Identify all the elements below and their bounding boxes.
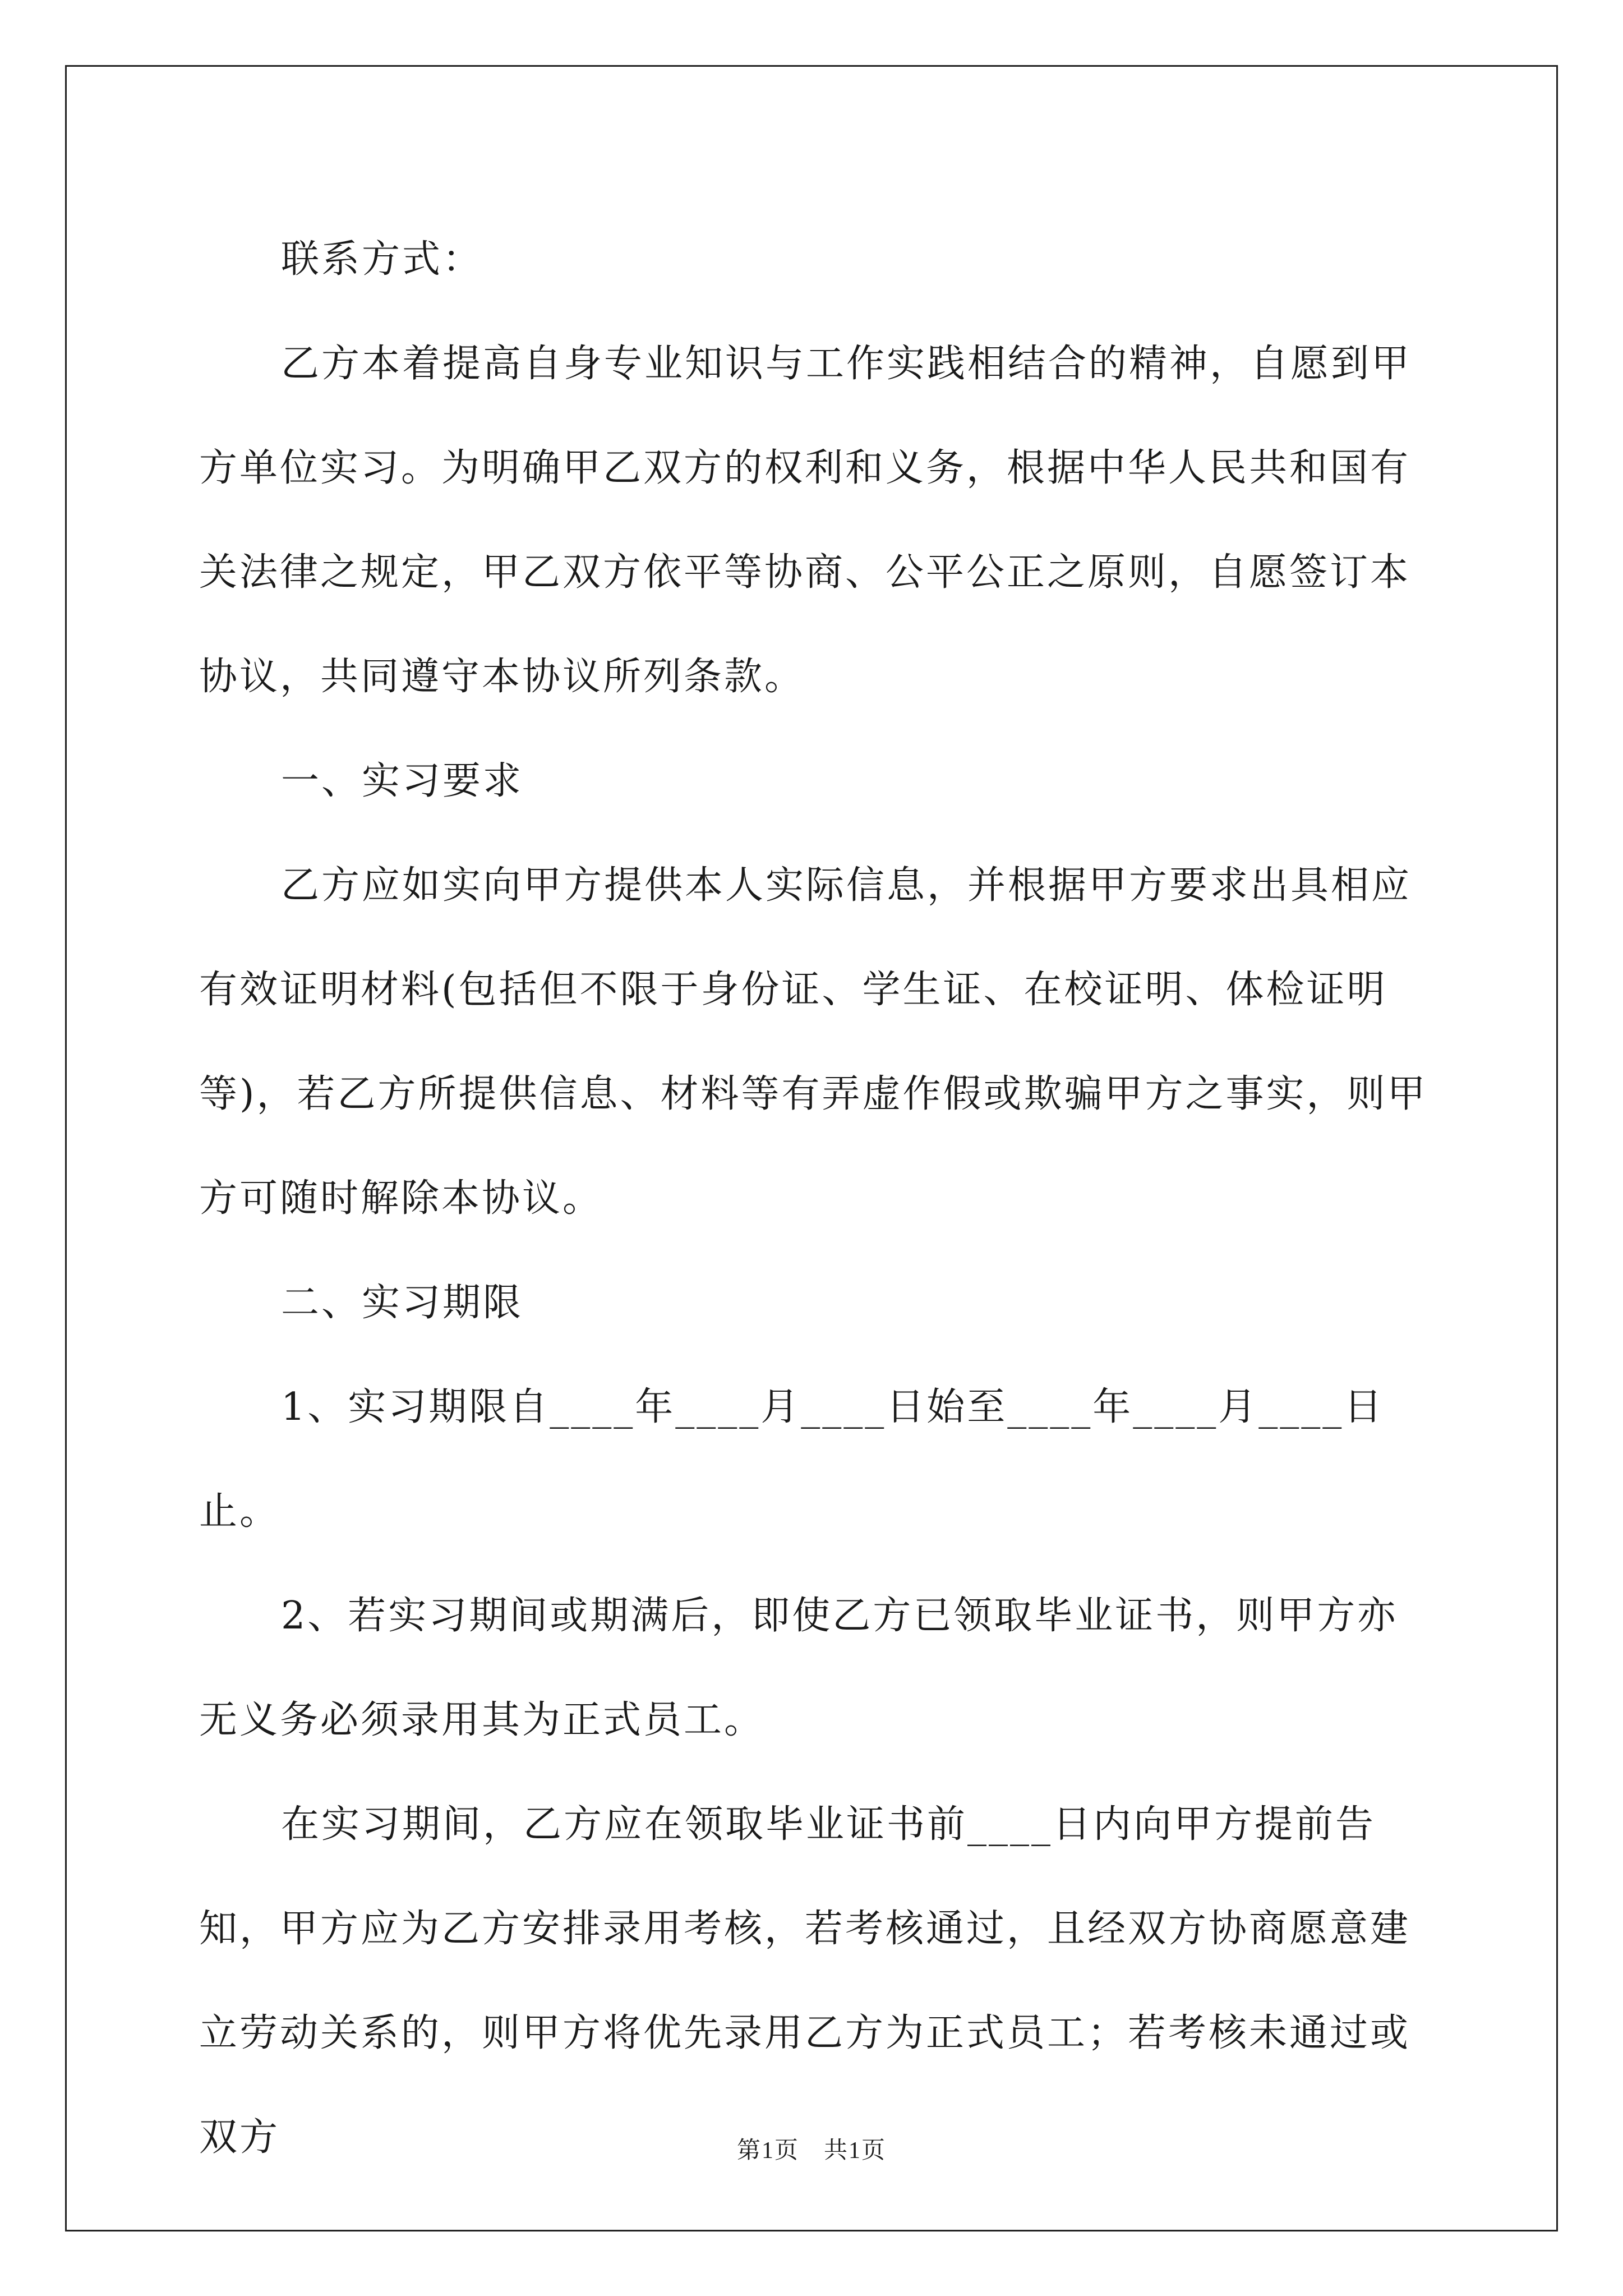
page-number: 第1页 共1页 (736, 2138, 886, 2164)
paragraph-contact: 联系方式： (281, 237, 483, 282)
paragraph-term-1: 1、实习期限自____年____月____日始至____年____月____日止。 (199, 1385, 1385, 1534)
paragraph-intro: 乙方本着提高自身专业知识与工作实践相结合的精神，自愿到甲方单位实习。为明确甲乙双方的权利和义务，根据中华人民共和国有关法律之规定，甲乙双方依平等协商、公平公正之原则，自愿签订本协议，共同遵守本协议所列条款。 (199, 342, 1412, 699)
paragraph-term-2: 2、若实习期间或期满后，即使乙方已领取毕业证书，则甲方亦无义务必须录用其为正式员工。 (199, 1594, 1398, 1742)
section-heading-requirements: 一、实习要求 (281, 759, 524, 803)
paragraph-requirements: 乙方应如实向甲方提供本人实际信息，并根据甲方要求出具相应有效证明材料(包括但不限于身份证、学生证、在校证明、体检证明等)，若乙方所提供信息、材料等有弄虚作假或欺骗甲方之事实，则甲方可随时解除本协议。 (199, 863, 1428, 1221)
paragraph-term-3: 在实习期间，乙方应在领取毕业证书前____日内向甲方提前告知，甲方应为乙方安排录用考核，若考核通过，且经双方协商愿意建立劳动关系的，则甲方将优先录用乙方为正式员工；若考核未通过或双方 (199, 1802, 1411, 2160)
section-heading-term: 二、实习期限 (281, 1281, 524, 1325)
document-body (199, 208, 1433, 2190)
